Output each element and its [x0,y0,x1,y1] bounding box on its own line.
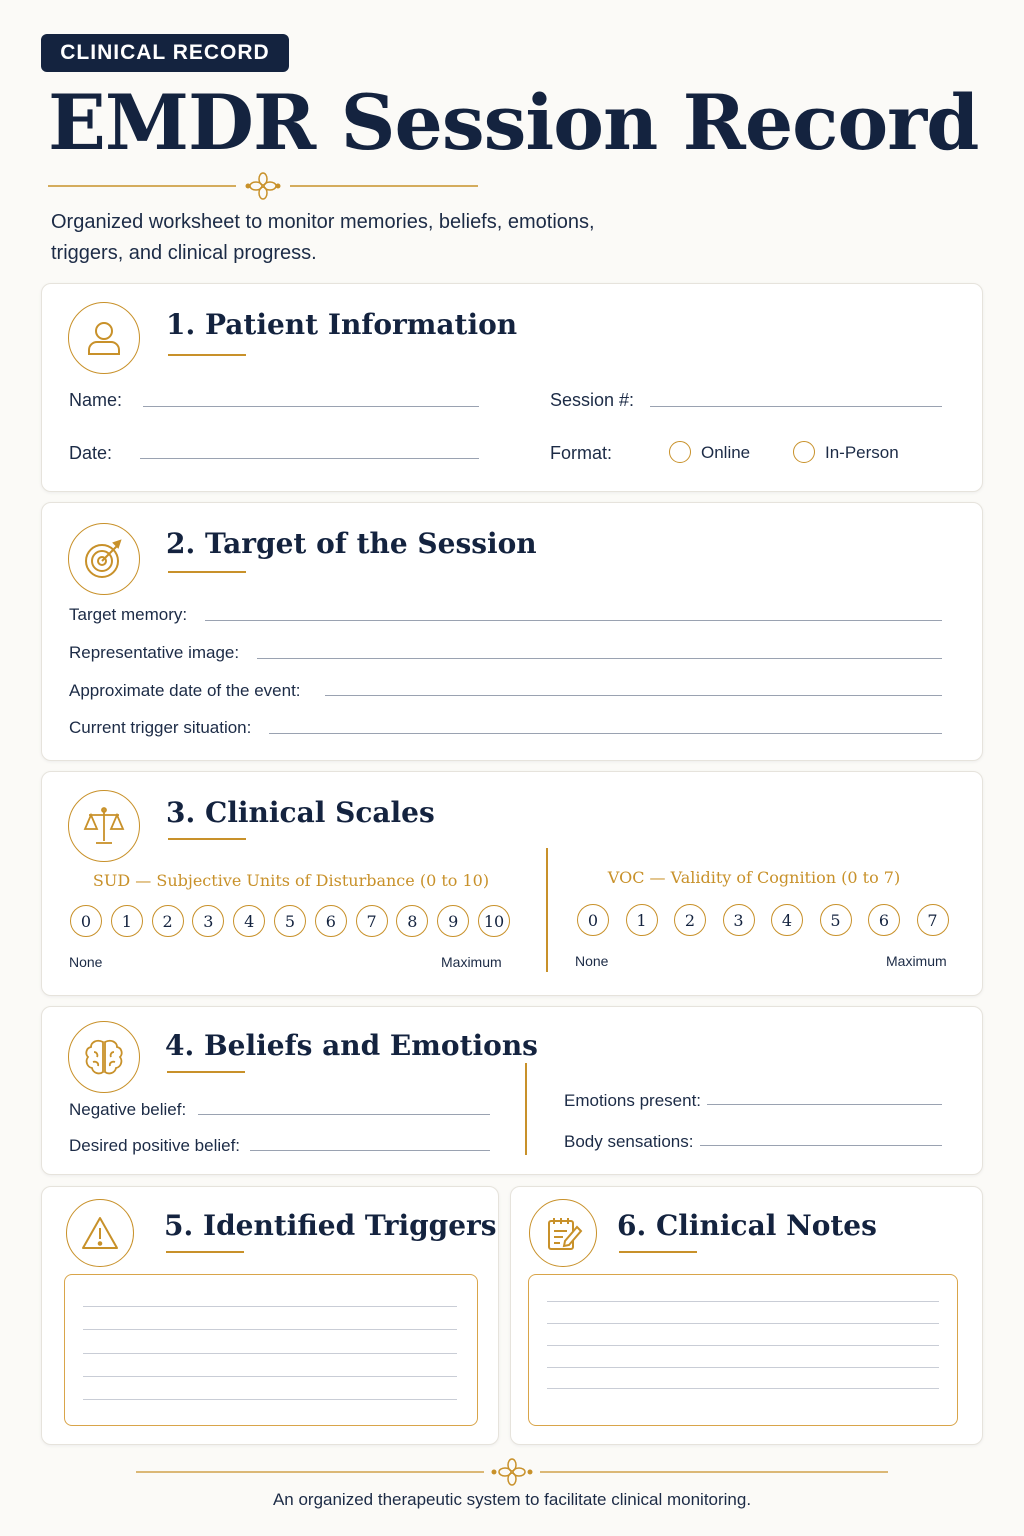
beliefs-divider [525,1063,527,1155]
representative-image-label: Representative image: [69,643,240,662]
voc-scale-title: VOC — Validity of Cognition (0 to 7) [607,868,901,887]
negative-belief-field[interactable] [198,1114,490,1115]
session-number-label: Session #: [550,390,635,410]
clinical-notes-card [510,1186,983,1445]
session-target-title: 2. Target of the Session [166,527,537,560]
title-underline [168,838,246,840]
sud-value-3[interactable]: 3 [192,905,224,937]
target-memory-label: Target memory: [69,605,188,624]
page-subtitle: Organized worksheet to monitor memories, beliefs, emotions, triggers, and clinical progress. [51,211,595,264]
voc-value-5[interactable]: 5 [820,904,852,936]
triggers-writing-area[interactable] [64,1274,478,1426]
scales-divider [546,848,548,972]
emotions-present-label: Emotions present: [564,1091,702,1110]
title-underline [168,354,246,356]
patient-information-title: 1. Patient Information [166,308,518,341]
trigger-situation-label: Current trigger situation: [69,718,252,737]
clinical-notes-title: 6. Clinical Notes [617,1209,877,1242]
voc-value-3[interactable]: 3 [723,904,755,936]
warning-icon [66,1199,134,1267]
scales-icon [68,790,140,862]
target-icon [68,523,140,595]
body-sensations-field[interactable] [700,1145,942,1146]
format-online-radio[interactable] [669,441,691,463]
page-title: EMDR Session Record [48,78,979,167]
positive-belief-field[interactable] [250,1150,490,1151]
patient-information-card [41,283,983,492]
event-date-label: Approximate date of the event: [69,681,301,700]
sud-value-1[interactable]: 1 [111,905,143,937]
date-field[interactable] [140,458,479,459]
identified-triggers-title: 5. Identified Triggers [164,1209,497,1242]
representative-image-field[interactable] [257,658,942,659]
footer-ornament [136,1458,888,1486]
title-underline [167,1071,245,1073]
title-underline [168,571,246,573]
notepad-icon [529,1199,597,1267]
voc-min-label: None [575,953,609,969]
sud-scale-title: SUD — Subjective Units of Disturbance (0 to 10) [92,871,490,890]
body-sensations-label: Body sensations: [564,1132,694,1151]
sud-value-5[interactable]: 5 [274,905,306,937]
session-number-field[interactable] [650,406,942,407]
format-inperson-radio[interactable] [793,441,815,463]
beliefs-emotions-title: 4. Beliefs and Emotions [165,1029,538,1062]
notes-writing-area[interactable] [528,1274,958,1426]
name-label: Name: [69,390,123,410]
sud-min-label: None [69,954,103,970]
voc-max-label: Maximum [886,953,947,969]
sud-value-6[interactable]: 6 [315,905,347,937]
sud-value-9[interactable]: 9 [437,905,469,937]
session-target-card [41,502,983,761]
sud-value-8[interactable]: 8 [396,905,428,937]
voc-value-6[interactable]: 6 [868,904,900,936]
voc-value-7[interactable]: 7 [917,904,949,936]
format-online-label: Online [701,443,751,462]
voc-value-0[interactable]: 0 [577,904,609,936]
sud-value-0[interactable]: 0 [70,905,102,937]
beliefs-emotions-card [41,1006,983,1175]
positive-belief-label: Desired positive belief: [69,1136,241,1155]
identified-triggers-card [41,1186,499,1445]
sud-max-label: Maximum [441,954,502,970]
clinical-scales-card [41,771,983,996]
title-underline [166,1251,244,1253]
trigger-situation-field[interactable] [269,733,942,734]
target-memory-field[interactable] [205,620,942,621]
format-inperson-label: In-Person [825,443,899,462]
footer-tagline: An organized therapeutic system to facilitate clinical monitoring. [272,1490,752,1509]
date-label: Date: [69,443,113,463]
sud-value-7[interactable]: 7 [356,905,388,937]
clinical-scales-title: 3. Clinical Scales [166,796,435,829]
voc-value-2[interactable]: 2 [674,904,706,936]
voc-value-1[interactable]: 1 [626,904,658,936]
brain-icon [68,1021,140,1093]
sud-value-10[interactable]: 10 [478,905,510,937]
emotions-present-field[interactable] [707,1104,942,1105]
sud-value-4[interactable]: 4 [233,905,265,937]
voc-value-4[interactable]: 4 [771,904,803,936]
record-badge: CLINICAL RECORD [41,34,289,72]
event-date-field[interactable] [325,695,942,696]
format-label: Format: [550,443,613,463]
title-ornament [48,172,478,200]
person-icon [68,302,140,374]
name-field[interactable] [143,406,479,407]
title-underline [619,1251,697,1253]
sud-value-2[interactable]: 2 [152,905,184,937]
negative-belief-label: Negative belief: [69,1100,187,1119]
